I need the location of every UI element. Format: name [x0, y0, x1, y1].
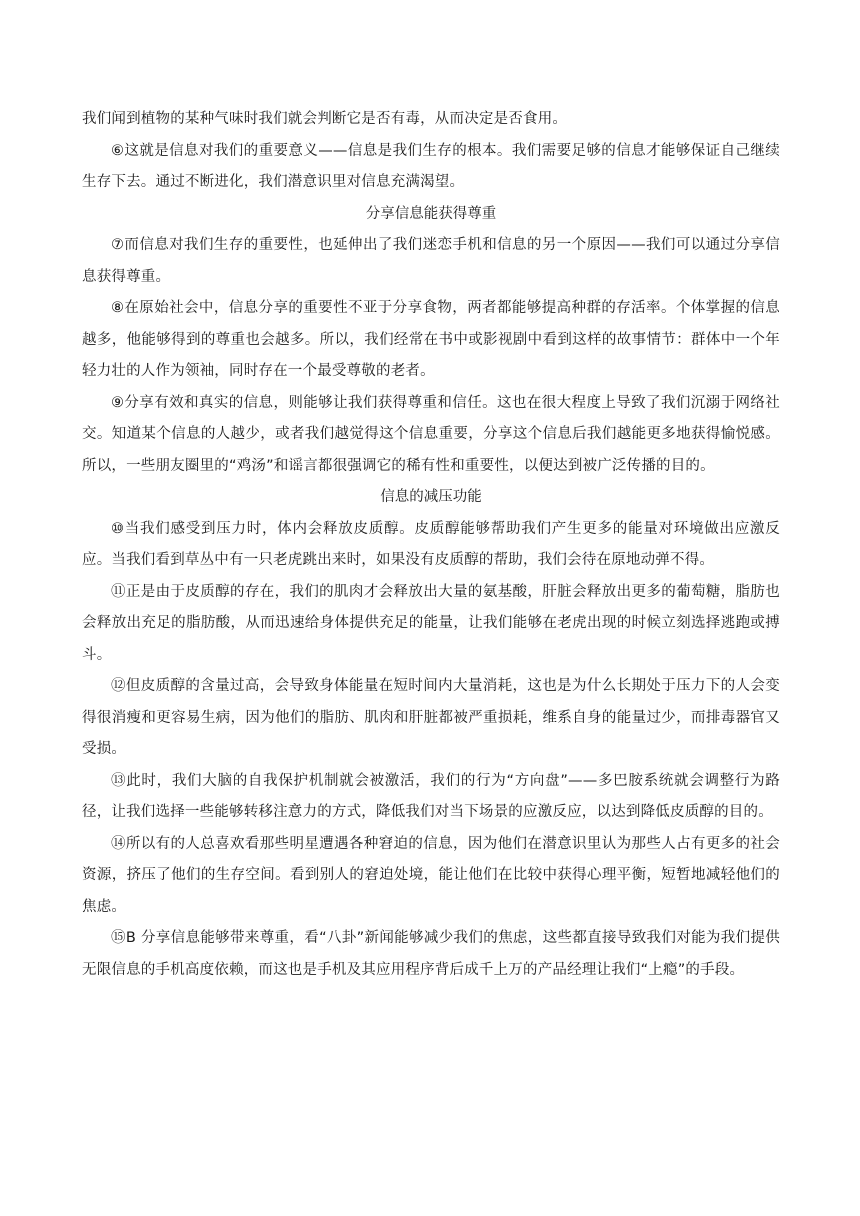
- paragraph-15: ⑮B 分享信息能够带来尊重，看“八卦”新闻能够减少我们的焦虑，这些都直接导致我们对能为我们提供无限信息的手机高度依赖，而这也是手机及其应用程序背后成千上万的产品经理让我们“上瘾”的手段。: [82, 930, 780, 978]
- paragraph-6: ⑥这就是信息对我们的重要意义——信息是我们生存的根本。我们需要足够的信息才能够保证自己继续生存下去。通过不断进化，我们潜意识里对信息充满渴望。: [82, 142, 780, 190]
- paragraph-9: ⑨分享有效和真实的信息，则能够让我们获得尊重和信任。这也在很大程度上导致了我们沉溺于网络社交。知道某个信息的人越少，或者我们越觉得这个信息重要，分享这个信息后我们越能更多地获得愉悦感。所以，一些朋友圈里的“鸡汤”和谣言都很强调它的稀有性和重要性，以便达到被广泛传播的目的。: [82, 394, 780, 474]
- paragraph-10: ⑩当我们感受到压力时，体内会释放皮质醇。皮质醇能够帮助我们产生更多的能量对环境做出应激反应。当我们看到草丛中有一只老虎跳出来时，如果没有皮质醇的帮助，我们会待在原地动弹不得。: [82, 520, 780, 568]
- section-heading-stress-relief: 信息的减压功能: [380, 489, 482, 505]
- paragraph-13: ⑬此时，我们大脑的自我保护机制就会被激活，我们的行为“方向盘”——多巴胺系统就会调整行为路径，让我们选择一些能够转移注意力的方式，降低我们对当下场景的应激反应，以达到降低皮质醇的目的。: [82, 772, 780, 820]
- section-heading-share-respect: 分享信息能获得尊重: [365, 205, 497, 222]
- paragraph-12: ⑫但皮质醇的含量过高，会导致身体能量在短时间内大量消耗，这也是为什么长期处于压力下的人会变得很消瘦和更容易生病，因为他们的脂肪、肌肉和肝脏都被严重损耗，维系自身的能量过少，而排毒器官又受损。: [82, 678, 780, 757]
- paragraph-continuation: 我们闻到植物的某种气味时我们就会判断它是否有毒，从而决定是否食用。: [82, 111, 568, 127]
- paragraph-7: ⑦而信息对我们生存的重要性，也延伸出了我们迷恋手机和信息的另一个原因——我们可以通过分享信息获得尊重。: [82, 237, 780, 285]
- paragraph-14: ⑭所以有的人总喜欢看那些明星遭遇各种窘迫的信息，因为他们在潜意识里认为那些人占有更多的社会资源，挤压了他们的生存空间。看到别人的窘迫处境，能让他们在比较中获得心理平衡，短暂地减轻他们的焦虑。: [82, 835, 780, 915]
- paragraph-8: ⑧在原始社会中，信息分享的重要性不亚于分享食物，两者都能够提高种群的存活率。个体掌握的信息越多，他能够得到的尊重也会越多。所以，我们经常在书中或影视剧中看到这样的故事情节：群体中一个年轻力壮的人作为领袖，同时存在一个最受尊敬的老者。: [82, 300, 780, 379]
- paragraph-11: ⑪正是由于皮质醇的存在，我们的肌肉才会释放出大量的氨基酸，肝脏会释放出更多的葡萄糖，脂肪也会释放出充足的脂肪酸，从而迅速给身体提供充足的能量，让我们能够在老虎出现的时候立刻选择逃跑或搏斗。: [82, 583, 780, 663]
